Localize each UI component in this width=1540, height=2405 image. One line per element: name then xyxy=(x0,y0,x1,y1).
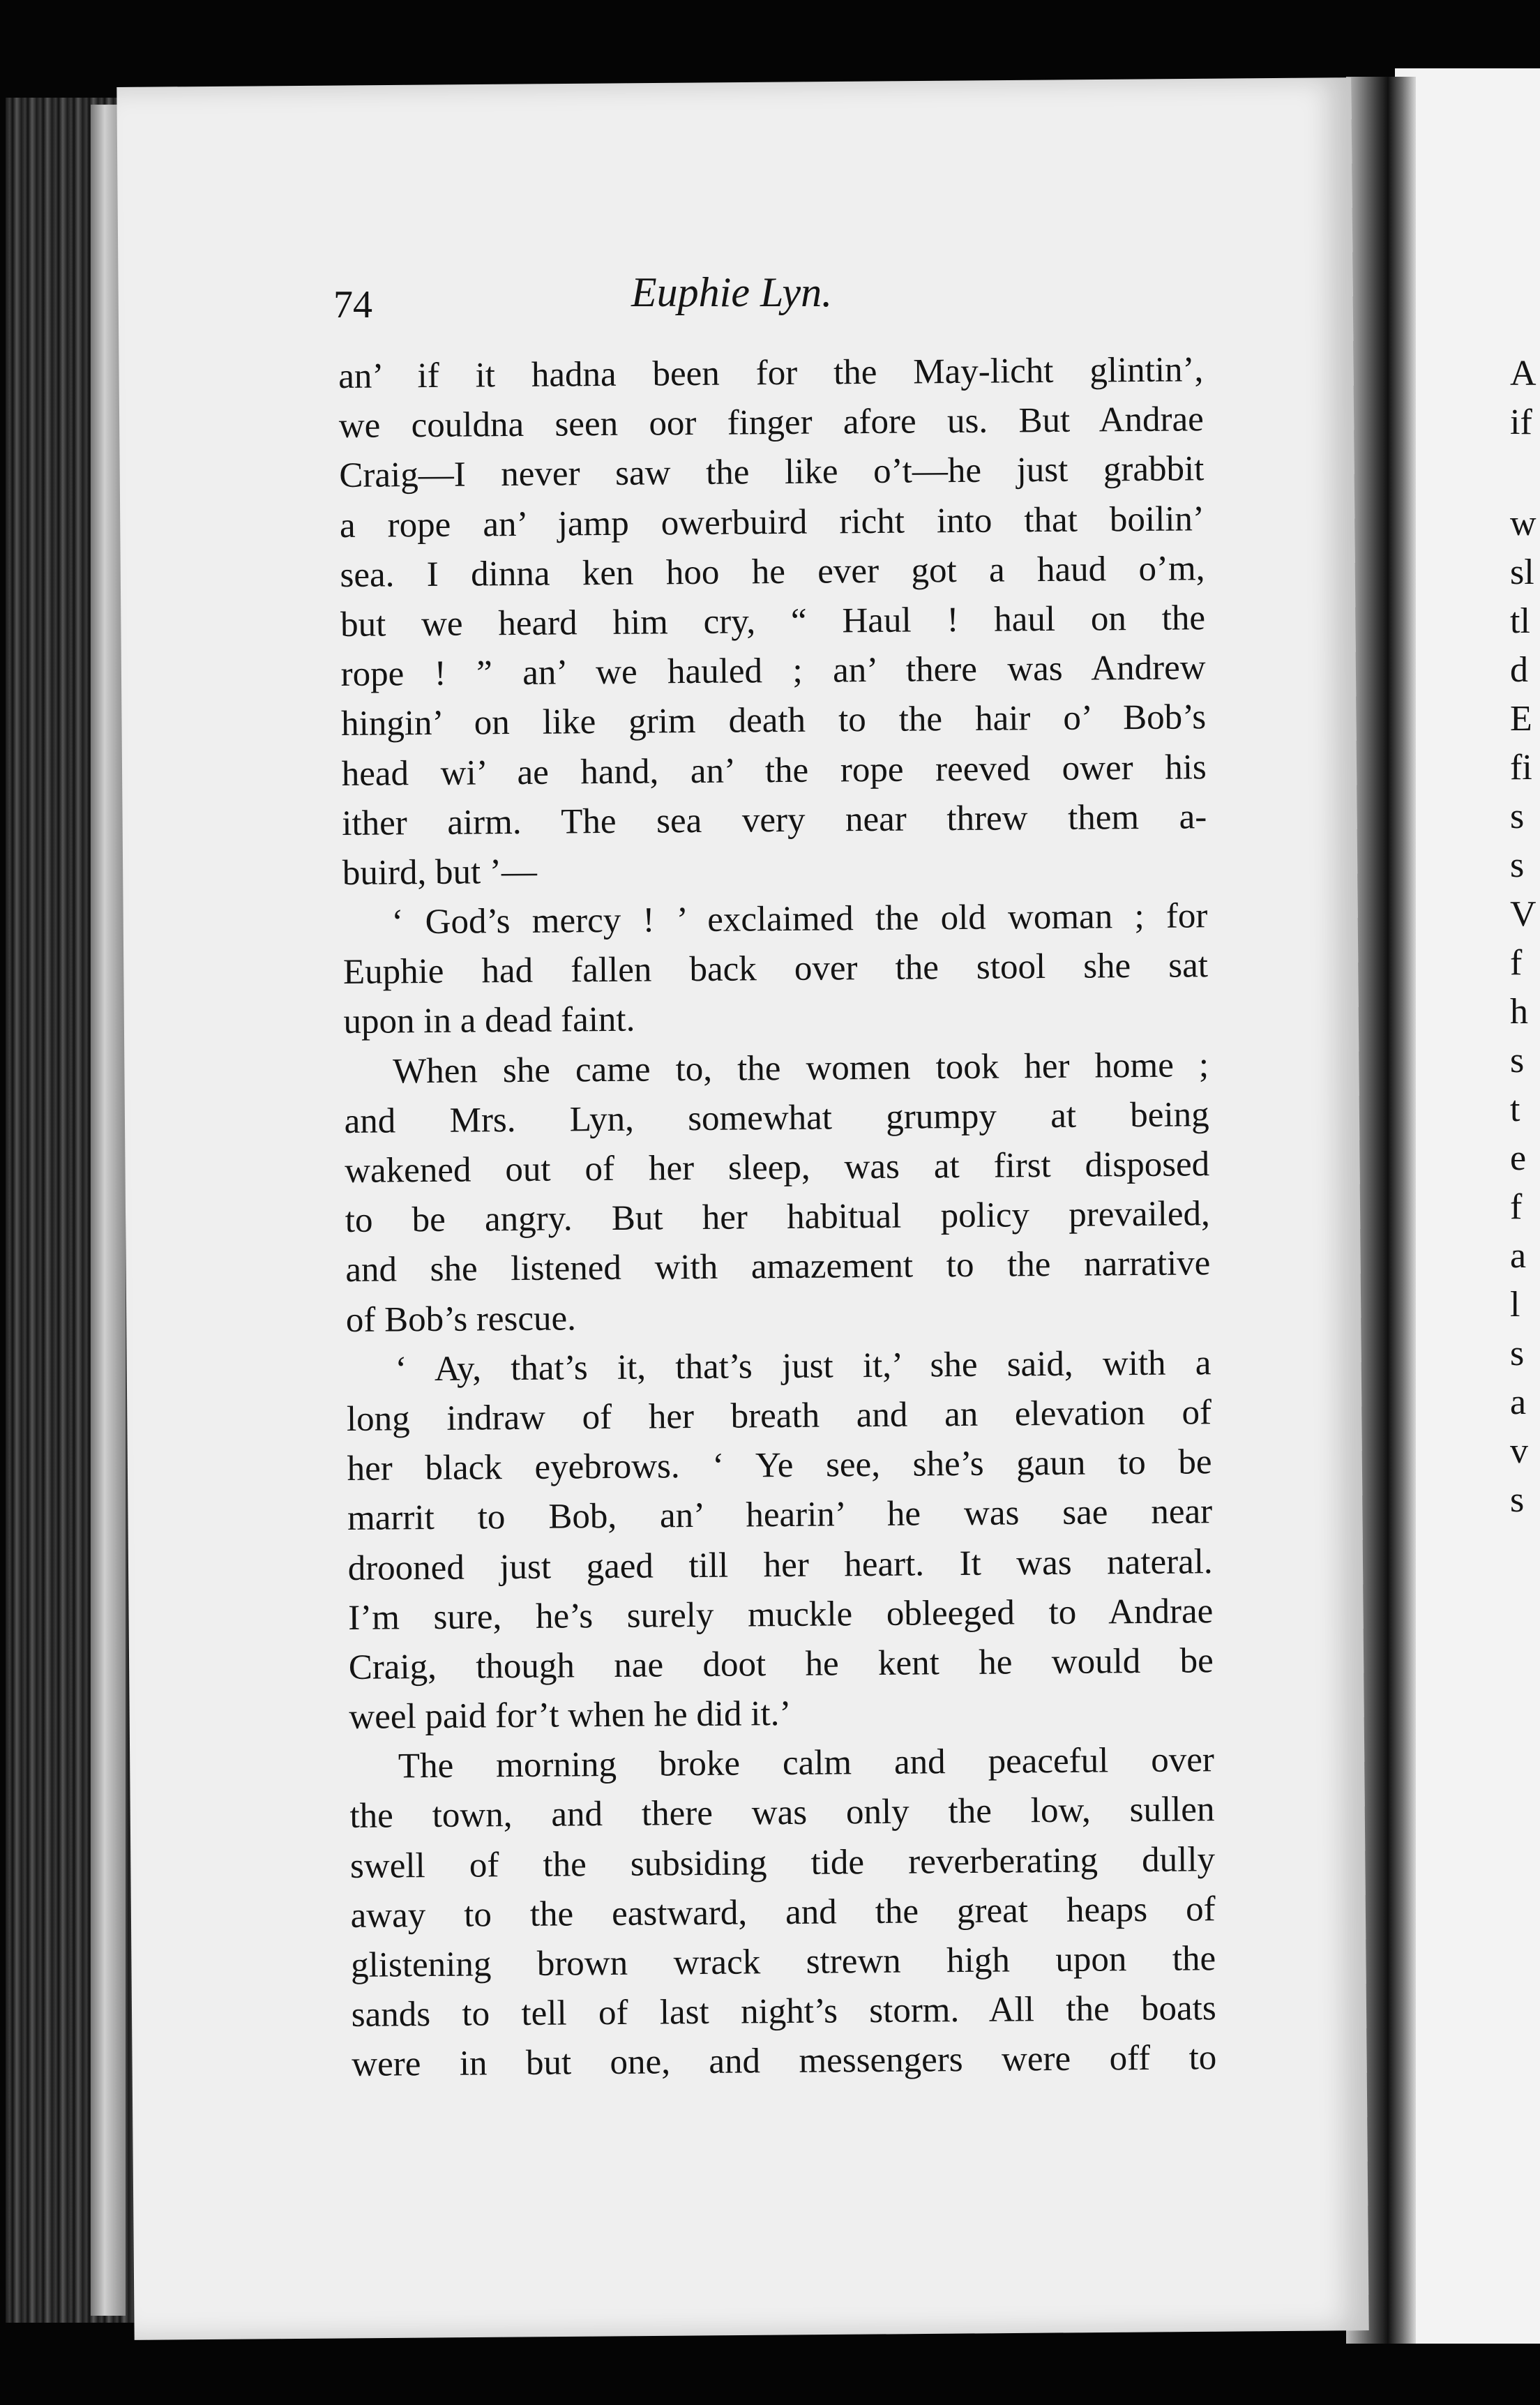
text-line: drooned just gaed till her heart. It was nateral. xyxy=(347,1541,1213,1588)
text-line: hingin’ on like grim death to the hair o’ Bob’s xyxy=(340,698,1207,744)
facing-page-fragment: h xyxy=(1510,992,1528,1032)
text-line: ither airm. The sea very near threw them a- xyxy=(342,797,1207,843)
text-line: weel paid for’t when he did it.’ xyxy=(349,1694,792,1737)
facing-page-fragment: w xyxy=(1510,504,1537,543)
text-line: sea. I dinna ken hoo he ever got a haud o’m, xyxy=(340,549,1205,595)
facing-page-fragment: l xyxy=(1510,1285,1520,1325)
text-line: were in but one, and messengers were off to xyxy=(352,2038,1217,2085)
body-text xyxy=(338,345,1217,2090)
text-line: Euphie had fallen back over the stool she sat xyxy=(342,946,1209,993)
facing-page-fragment: f xyxy=(1510,1187,1523,1227)
text-line: her black eyebrows. ‘ Ye see, she’s gaun to be xyxy=(347,1442,1212,1489)
text-line: the town, and there was only the low, sullen xyxy=(349,1790,1215,1837)
text-line: and Mrs. Lyn, somewhat grumpy at being xyxy=(344,1095,1209,1141)
facing-page-fragment: e xyxy=(1510,1138,1527,1178)
facing-page-fragment: a xyxy=(1510,1382,1527,1422)
text-line: When she came to, the women took her home ; xyxy=(392,1045,1209,1092)
text-line: ‘ God’s mercy ! ’ exclaimed the old woman ; for xyxy=(391,896,1208,942)
text-line: upon in a dead faint. xyxy=(343,1000,635,1042)
text-line: glistening brown wrack strewn high upon the xyxy=(350,1939,1216,1985)
facing-page-fragment: s xyxy=(1510,797,1525,836)
text-line: sands to tell of last night’s storm. All the boats xyxy=(351,1989,1216,2035)
text-line: rope ! ” an’ we hauled ; an’ there was Andrew xyxy=(340,648,1206,695)
facing-page-fragment: A xyxy=(1510,354,1537,393)
facing-page-fragment: if xyxy=(1510,402,1532,442)
facing-page-fragment: s xyxy=(1510,1480,1525,1520)
text-line: of Bob’s rescue. xyxy=(345,1298,577,1340)
text-line: ‘ Ay, that’s it, that’s just it,’ she said, with a xyxy=(395,1343,1211,1389)
facing-page-fragment: s xyxy=(1510,1041,1525,1080)
facing-page-fragment: fi xyxy=(1510,748,1532,787)
text-line: buird, but ’— xyxy=(342,852,538,893)
text-line: an’ if it hadna been for the May-licht glintin’, xyxy=(338,350,1204,396)
text-line: Craig, though nae doot he kent he would be xyxy=(348,1641,1214,1687)
facing-page-fragment: a xyxy=(1510,1236,1527,1276)
text-line: and she listened with amazement to the narrative xyxy=(345,1244,1211,1290)
text-line: long indraw of her breath and an elevation of xyxy=(346,1393,1212,1439)
text-line: Craig—I never saw the like o’t—he just grabbit xyxy=(339,449,1205,496)
text-line: a rope an’ jamp owerbuird richt into that boilin’ xyxy=(339,499,1205,545)
text-line: The morning broke calm and peaceful over xyxy=(398,1740,1215,1786)
facing-page-fragment: s xyxy=(1510,845,1525,885)
text-line: away to the eastward, and the great heaps of xyxy=(350,1890,1216,1936)
text-line: we couldna seen oor finger afore us. But Andrae xyxy=(338,400,1205,446)
text-line: I’m sure, he’s surely muckle obleeged to Andrae xyxy=(348,1591,1214,1638)
facing-page xyxy=(1395,68,1540,2344)
facing-page-fragment: V xyxy=(1510,894,1537,934)
text-line: head wi’ ae hand, an’ the rope reeved ower his xyxy=(341,747,1207,794)
facing-page-fragment: tl xyxy=(1510,601,1530,641)
text-line: swell of the subsiding tide reverberating dully xyxy=(349,1839,1216,1886)
facing-page-fragment: t xyxy=(1510,1090,1520,1129)
text-line: wakened out of her sleep, was at first disposed xyxy=(345,1145,1210,1191)
running-head: Euphie Lyn. xyxy=(631,269,833,315)
text-line: but we heard him cry, “ Haul ! haul on the xyxy=(340,598,1206,644)
page-number: 74 xyxy=(333,283,372,326)
facing-page-fragment: s xyxy=(1510,1334,1525,1373)
facing-page-fragment: f xyxy=(1510,943,1523,983)
facing-page-fragment: E xyxy=(1510,699,1532,739)
facing-page-fragment: d xyxy=(1510,650,1528,690)
text-line: marrit to Bob, an’ hearin’ he was sae near xyxy=(347,1492,1213,1539)
text-line: to be angry. But her habitual policy prevailed, xyxy=(345,1194,1210,1241)
facing-page-fragment: v xyxy=(1510,1431,1528,1471)
facing-page-fragment: sl xyxy=(1510,552,1534,592)
